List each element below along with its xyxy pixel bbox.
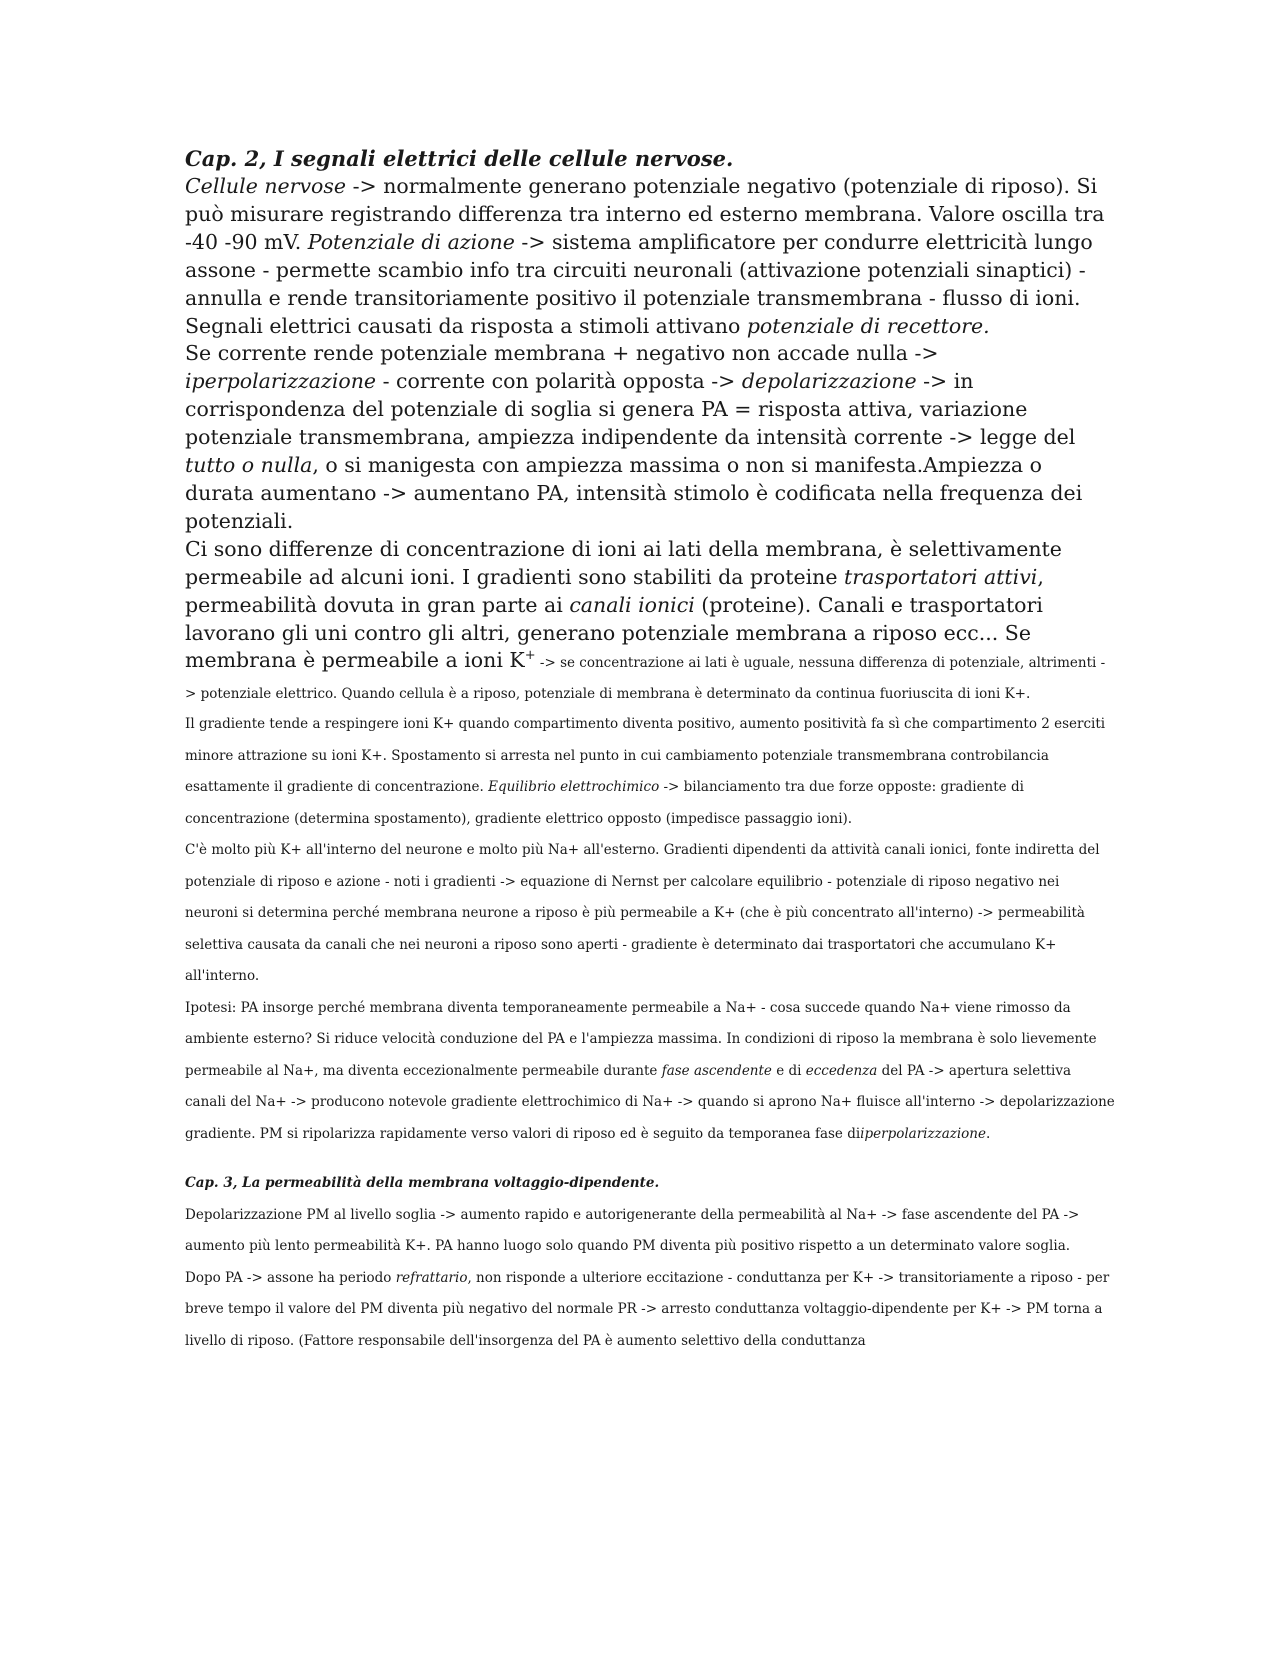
text-run: -> bilanciamento tra due forze opposte: gradiente di concentrazione (determina spostamento), gradiente elettrico opposto (impedisce passaggio ioni). (185, 779, 1024, 827)
text-run: . (986, 1125, 991, 1142)
text-run: (proteine). Canali e trasportatori lavorano gli uni contro gli altri, generano potenziale membrana a riposo ecc... Se membrana è permeabile a ioni K (185, 592, 1043, 673)
chapter-2-heading: Cap. 2, I segnali elettrici delle cellule nervose. (185, 146, 734, 171)
italic-text: iperpolarizzazione (185, 369, 377, 394)
italic-text: potenziale di recettore. (746, 313, 990, 338)
italic-text: depolarizzazione (741, 369, 917, 394)
italic-text: Equilibrio elettrochimico (488, 779, 660, 796)
text-run: e di (771, 1062, 806, 1079)
italic-text: Cellule nervose (185, 174, 347, 198)
italic-text: trasportatori attivi (844, 564, 1038, 589)
text-run: - corrente con polarità opposta -> (376, 369, 742, 394)
paragraph (185, 1200, 1115, 1263)
text-run: , non risponde a ulteriore eccitazione - conduttanza per K+ -> transitoriamente a riposo - per breve tempo il valore del PM diventa più negativo del normale PR -> arresto conduttanza voltaggio-dipendente per K+ -> PM torna a livello di riposo. (Fattore responsabile dell'insorgenza del PA è aumento selettivo della conduttanza (185, 1269, 1110, 1349)
italic-text: iperpolarizzazione (860, 1125, 986, 1142)
italic-text: fase ascendente (661, 1062, 772, 1079)
italic-text: Potenziale di azione (307, 229, 515, 254)
text-run: del PA -> apertura selettiva canali del Na+ -> producono notevole gradiente elettrochimico di Na+ -> quando si aprono Na+ fluisce all'interno -> depolarizzazione gradiente. PM si ripolarizza rapidamente verso valori di riposo ed è seguito da temporanea fase di (185, 1062, 1115, 1142)
text-run: , o si manigesta con ampiezza massima o non si manifesta.Ampiezza o durata aumentano -> aumentano PA, intensità stimolo è codificata nella frequenza dei potenziali. (185, 453, 1083, 533)
paragraph (185, 536, 1115, 709)
superscript-text: + (524, 648, 536, 664)
chapter-3-heading: Cap. 3, La permeabilità della membrana voltaggio-dipendente. (185, 1175, 660, 1192)
paragraph (185, 313, 1115, 341)
text-run: Segnali elettrici causati da risposta a stimoli attivano (185, 313, 747, 338)
text-run: Depolarizzazione PM al livello soglia -> aumento rapido e autorigenerante della permeabilità al Na+ -> fase ascendente del PA -> aumento più lento permeabilità K+. PA hanno luogo solo quando PM diventa più positivo rispetto a un determinato valore soglia. (185, 1206, 1080, 1255)
section-gap (185, 1150, 1115, 1168)
text-run: C'è molto più K+ all'interno del neurone e molto più Na+ all'esterno. Gradienti dipendenti da attività canali ionici, fonte indiretta del potenziale di riposo e azione - noti i gradienti -> equazione di Nernst per calcolare equilibrio - potenziale di riposo negativo nei neuroni si determina perché membrana neurone a riposo è più permeabile a K+ (che è più concentrato all'interno) -> permeabilità selettiva causata da canali che nei neuroni a riposo sono aperti - gradiente è determinato dai trasportatori che accumulano K+ all'interno. (185, 842, 1100, 985)
text-run: Ipotesi: PA insorge perché membrana diventa temporaneamente permeabile a Na+ - cosa succede quando Na+ viene rimosso da ambiente esterno? Si riduce velocità conduzione del PA e l'ampiezza massima. In condizioni di riposo la membrana è solo lievemente permeabile al Na+, ma diventa eccezionalmente permeabile durante (185, 999, 1097, 1079)
italic-text: refrattario (395, 1269, 468, 1286)
text-run: -> normalmente generano potenziale negativo (potenziale di riposo). Si può misurare registrando differenza tra interno ed esterno membrana. Valore oscilla tra -40 -90 mV. (185, 174, 1105, 254)
paragraph (185, 173, 1115, 313)
text-run: -> se concentrazione ai lati è uguale, nessuna differenza di potenziale, altrimenti -> potenziale elettrico. Quando cellula è a riposo, potenziale di membrana è determinato da continua fuoriuscita di ioni K+. (185, 655, 1106, 703)
text-run: Se corrente rende potenziale membrana + negativo non accade nulla -> (185, 341, 939, 366)
text-run: Ci sono differenze di concentrazione di ioni ai lati della membrana, è selettivamente permeabile ad alcuni ioni. I gradienti sono stabiliti da proteine (185, 536, 1062, 589)
italic-text: tutto o nulla (185, 453, 313, 478)
paragraph (185, 993, 1115, 1151)
text-run: Dopo PA -> assone ha periodo (185, 1269, 396, 1286)
document-body (185, 145, 1115, 1357)
italic-text: canali ionici (569, 592, 695, 617)
paragraph (185, 709, 1115, 835)
text-run: , permeabilità dovuta in gran parte ai (185, 564, 1044, 617)
paragraph (185, 835, 1115, 993)
italic-text: eccedenza (805, 1062, 878, 1079)
paragraph (185, 340, 1115, 535)
text-run: -> sistema amplificatore per condurre elettricità lungo assone - permette scambio info tra circuiti neuronali (attivazione potenziali sinaptici) - annulla e rende transitoriamente positivo il potenziale transmembrana - flusso di ioni. (185, 229, 1093, 310)
text-run: -> in corrispondenza del potenziale di soglia si genera PA = risposta attiva, variazione potenziale transmembrana, ampiezza indipendente da intensità corrente -> legge del (185, 369, 1076, 450)
paragraph (185, 1263, 1115, 1358)
text-run: Il gradiente tende a respingere ioni K+ quando compartimento diventa positivo, aumento positività fa sì che compartimento 2 eserciti minore attrazione su ioni K+. Spostamento si arresta nel punto in cui cambiamento potenziale transmembrana controbilancia esattamente il gradiente di concentrazione. (185, 716, 1106, 796)
